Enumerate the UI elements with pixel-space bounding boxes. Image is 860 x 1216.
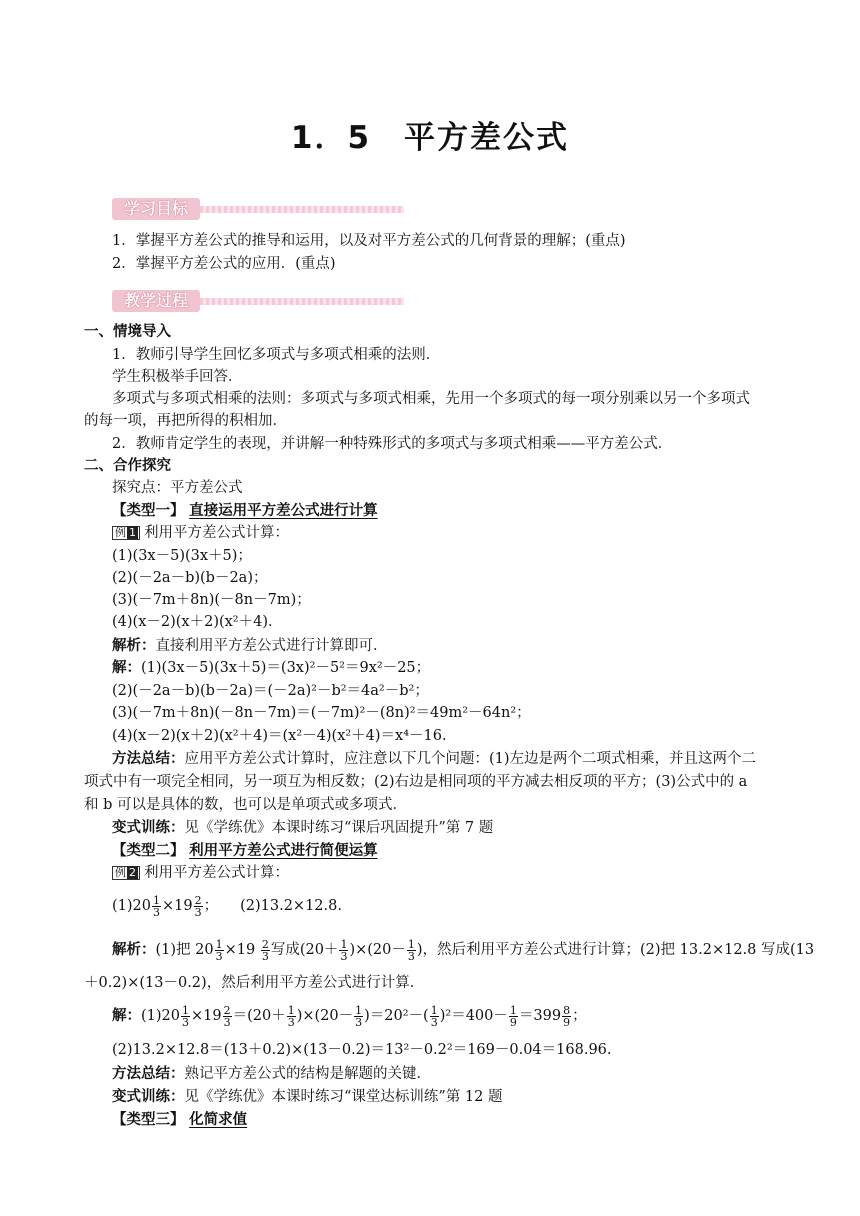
objective-item-1: 1．掌握平方差公式的推导和运用，以及对平方差公式的几何背景的理解；(重点) — [112, 233, 626, 249]
example2-questions: (1)20 $\frac{1}{3}$ ×19 $\frac{2}{3}$ ； (2)13.2×12.8. — [112, 893, 342, 919]
example1-question-3: (3)(－7m＋8n)(－8n－7m)； — [112, 592, 311, 608]
fraction: $\frac{1}{3}$ — [153, 893, 160, 919]
objectives-tag-decoration — [200, 206, 404, 213]
example1-question-1: (1)(3x－5)(3x＋5)； — [112, 548, 252, 564]
type3-label: 【类型三】 — [112, 1112, 185, 1128]
example2-analysis-b: ＋0.2)×(13－0.2)，然后利用平方差公式进行计算． — [84, 975, 425, 991]
fraction: $\frac{2}{3}$ — [194, 893, 202, 919]
example2-badge: 例 2 — [112, 866, 140, 880]
type1-title: 直接运用平方差公式进行计算 — [189, 503, 378, 519]
page-title: 1．5 平方差公式 — [290, 120, 570, 156]
variant2: 变式训练：见《学练优》本课时练习“课堂达标训练”第 12 题 — [112, 1089, 503, 1105]
objectives-tag-label: 学习目标 — [112, 198, 200, 220]
intro-line-4: 2．教师肯定学生的表现，并讲解一种特殊形式的多项式与多项式相乘——平方差公式． — [112, 436, 673, 452]
example1-question-2: (2)(－2a－b)(b－2a)； — [112, 570, 268, 586]
objectives-section-tag — [112, 198, 404, 220]
example1-analysis: 解析：直接利用平方差公式进行计算即可． — [112, 638, 388, 654]
process-tag-label: 教学过程 — [112, 290, 200, 312]
example1-solution-2: (2)(－2a－b)(b－2a)＝(－2a)²－b²＝4a²－b²； — [112, 683, 429, 699]
process-tag-decoration — [200, 298, 404, 305]
example1-question-4: (4)(x－2)(x＋2)(x²＋4)． — [112, 614, 283, 630]
objective-item-2: 2．掌握平方差公式的应用．(重点) — [112, 256, 336, 272]
method1-summary-b: 项式中有一项完全相同，另一项互为相反数；(2)右边是相同项的平方减去相反项的平方；(3)公式中的 a — [84, 774, 748, 790]
section-heading-explore: 二、合作探究 — [84, 458, 171, 474]
section-heading-intro: 一、情境导入 — [84, 324, 171, 340]
example1-prompt: 利用平方差公式计算： — [144, 525, 289, 541]
example1-solution-4: (4)(x－2)(x＋2)(x²＋4)＝(x²－4)(x²＋4)＝x⁴－16. — [112, 728, 447, 744]
example2-solution-2: (2)13.2×12.8＝(13＋0.2)×(13－0.2)＝13²－0.2²＝169－0.04＝168.96. — [112, 1042, 612, 1058]
type2-heading — [112, 841, 378, 861]
intro-line-1: 1．教师引导学生回忆多项式与多项式相乘的法则． — [112, 347, 441, 363]
example1-solution-3: (3)(－7m＋8n)(－8n－7m)＝(－7m)²－(8n)²＝49m²－64n²； — [112, 705, 531, 721]
intro-line-2: 学生积极举手回答． — [112, 369, 243, 385]
intro-rule-line-a: 多项式与多项式相乘的法则：多项式与多项式相乘，先用一个多项式的每一项分别乘以另一个多项式 — [112, 391, 750, 407]
example1-prompt-line — [112, 523, 289, 543]
explore-point: 探究点：平方差公式 — [112, 480, 243, 496]
variant1: 变式训练：见《学练优》本课时练习“课后巩固提升”第 7 题 — [112, 820, 494, 836]
type1-heading — [112, 501, 378, 521]
type2-label: 【类型二】 — [112, 843, 185, 859]
example1-badge: 例 1 — [112, 526, 140, 540]
example2-solution-1: 解：(1)20 $\frac{1}{3}$ ×19 $\frac{2}{3}$ ＝(20＋ $\frac{1}{3}$ )×(20－ $\frac{1}{3}$ )＝20²－( $\frac{1}{3}$ )²＝400－ $\frac{1}{9}$ ＝399 $\frac{8}{9}$ ； — [112, 1003, 587, 1029]
intro-rule-line-b: 的每一项，再把所得的积相加． — [84, 413, 287, 429]
example2-analysis-a: 解析：(1)把 20 $\frac{1}{3}$ ×19 $\frac{2}{3}$ 写成(20＋ $\frac{1}{3}$ )×(20－ $\frac{1}{3}$ )，然后利用平方差公式进行计算；(2)把 13.2×12.8 写成(13 — [112, 937, 815, 963]
method2-summary: 方法总结：熟记平方差公式的结构是解题的关键． — [112, 1066, 431, 1082]
method1-summary-a: 方法总结：应用平方差公式计算时，应注意以下几个问题：(1)左边是两个二项式相乘，并且这两个二 — [112, 751, 757, 767]
type3-heading — [112, 1110, 247, 1130]
type1-label: 【类型一】 — [112, 503, 185, 519]
example2-prompt: 利用平方差公式计算： — [144, 865, 289, 881]
example2-prompt-line — [112, 863, 289, 883]
method1-summary-c: 和 b 可以是具体的数，也可以是单项式或多项式． — [84, 797, 407, 813]
example2-question-2: (2)13.2×12.8. — [240, 898, 342, 914]
type2-title: 利用平方差公式进行简便运算 — [189, 843, 378, 859]
process-section-tag — [112, 290, 404, 312]
type3-title: 化简求值 — [189, 1112, 248, 1128]
example1-solution-1: 解：(1)(3x－5)(3x＋5)＝(3x)²－5²＝9x²－25； — [112, 660, 431, 676]
